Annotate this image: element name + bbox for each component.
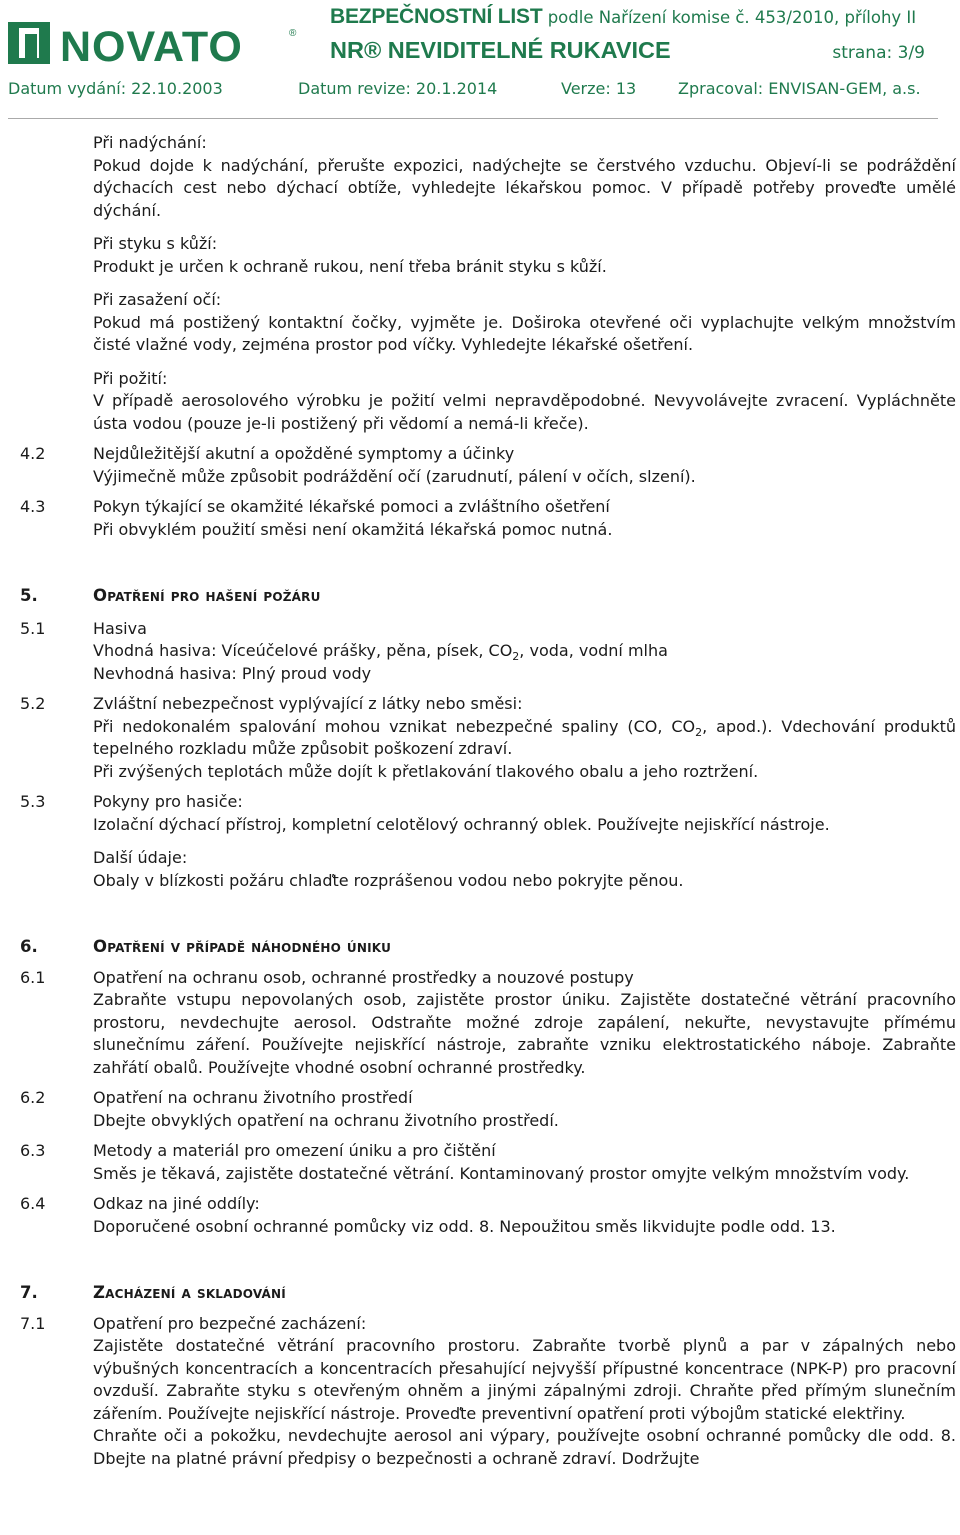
pressure-hazard: Při zvýšených teplotách může dojít k přetlakování tlakového obalu a jeho roztržení. [93, 761, 759, 781]
product-name: NR® NEVIDITELNÉ RUKAVICE [330, 37, 671, 63]
unsuitable-extinguishers: Nevhodná hasiva: Plný proud vody [93, 663, 372, 683]
hazard-text: Při nedokonalém spalování mohou vznikat nebezpečné spaliny (CO, CO [93, 716, 696, 736]
subsection-text: Při obvyklém použití směsi není okamžitá lékařská pomoc nutná. [93, 519, 613, 539]
subsection-heading: Hasiva [93, 618, 147, 638]
issue-date: Datum vydání: 22.10.2003 [8, 79, 223, 98]
page-number: strana: 3/9 [832, 43, 925, 63]
subscript: 2 [695, 725, 703, 739]
section-6-heading [0, 936, 960, 959]
suitable-text-end: , voda, vodní mlha [519, 641, 668, 660]
section-number: 7. [20, 1283, 38, 1302]
subsection-number: 5.2 [20, 694, 46, 713]
subsection-number: 4.3 [20, 497, 46, 516]
subsection-4-2 [0, 443, 960, 488]
section-7-heading [0, 1282, 960, 1305]
subsection-text: Výjimečně může způsobit podráždění očí (zarudnutí, pálení v očích, slzení). [93, 466, 696, 486]
subscript: 2 [512, 650, 520, 664]
subsection-heading: Opatření na ochranu životního prostředí [93, 1088, 413, 1107]
suitable-extinguishers [93, 640, 956, 663]
subsection-heading: Zvláštní nebezpečnost vyplývající z látky nebo směsi: [93, 694, 523, 713]
subsection-heading: Metody a materiál pro omezení úniku a pro čištění [93, 1141, 496, 1160]
skin-text: Produkt je určen k ochraně rukou, není třeba bránit styku s kůží. [93, 256, 607, 276]
subsection-heading: Nejdůležitější akutní a opožděné symptomy a účinky [93, 444, 515, 463]
additional-info-label: Další údaje: [93, 848, 188, 867]
subsection-4-3 [0, 496, 960, 541]
version: Verze: 13 [561, 79, 637, 98]
novato-logo [8, 16, 298, 70]
subsection-5-1 [0, 618, 960, 686]
first-aid-inhalation [0, 132, 960, 222]
additional-info [0, 847, 960, 892]
subsection-5-2 [0, 693, 960, 783]
inhalation-label: Při nadýchání: [93, 133, 207, 152]
subsection-6-1 [0, 967, 960, 1080]
first-aid-ingestion [0, 368, 960, 436]
subsection-7-1 [0, 1313, 960, 1471]
section-title: Opatření pro hašení požáru [93, 586, 321, 605]
section-title: Zacházení a skladování [93, 1283, 286, 1302]
section-title: Opatření v případě náhodného úniku [93, 937, 392, 956]
eyes-text: Pokud má postižený kontaktní čočky, vyjměte je. Doširoka otevřené oči vyplachujte velkým množstvím čisté vlažné vody, zejména prostor pod víčky. Vyhledejte lékařské ošetření. [93, 312, 956, 354]
hazard-text-end: , apod.). Vdechování produktů tepelného rozkladu může způsobit poškození zdraví. [93, 716, 957, 758]
subsection-text: Izolační dýchací přístroj, kompletní celotělový ochranný oblek. Používejte nejiskřící nástroje. [93, 814, 830, 834]
subsection-6-2 [0, 1087, 960, 1132]
subsection-number: 4.2 [20, 444, 46, 463]
subsection-text: Doporučené osobní ochranné pomůcky viz odd. 8. Nepoužitou směs likvidujte podle odd. 13. [93, 1216, 836, 1236]
eyes-label: Při zasažení očí: [93, 290, 222, 309]
subsection-number: 6.2 [20, 1088, 46, 1107]
subsection-number: 6.3 [20, 1141, 46, 1160]
subsection-heading: Pokyn týkající se okamžité lékařské pomoci a zvláštního ošetření [93, 497, 610, 516]
additional-info-text: Obaly v blízkosti požáru chlaďte rozprášenou vodou nebo pokryjte pěnou. [93, 870, 684, 890]
revision-date: Datum revize: 20.1.2014 [298, 79, 498, 98]
logo-wordmark: NOVATO [60, 23, 243, 70]
subsection-number: 6.4 [20, 1194, 46, 1213]
subsection-6-3 [0, 1140, 960, 1185]
first-aid-skin [0, 233, 960, 278]
subsection-text: Směs je těkavá, zajistěte dostatečné větrání. Kontaminovaný prostor omyjte velkým množstvím vody. [93, 1163, 910, 1183]
subsection-number: 5.3 [20, 792, 46, 811]
title-main: BEZPEČNOSTNÍ LIST [330, 5, 543, 28]
subsection-text-continued: Chraňte oči a pokožku, nevdechujte aerosol ani výpary, používejte osobní ochranné pomůcky dle odd. 8. Dbejte na platné právní předpisy o bezpečnosti a ochraně zdraví. Dodržujte [93, 1426, 956, 1468]
prepared-by: Zpracoval: ENVISAN-GEM, a.s. [678, 79, 921, 98]
subsection-number: 5.1 [20, 618, 46, 638]
skin-label: Při styku s kůží: [93, 234, 218, 253]
subsection-number: 7.1 [20, 1313, 46, 1333]
subsection-number: 6.1 [20, 967, 46, 987]
document-title [330, 5, 916, 29]
subsection-6-4 [0, 1193, 960, 1238]
title-regulation: podle Nařízení komise č. 453/2010, přílohy II [542, 8, 917, 27]
header-divider [8, 118, 938, 119]
subsection-text: Zabraňte vstupu nepovolaných osob, zajistěte prostor úniku. Zajistěte dostatečné větrání pracovního prostoru, nevdechujte aerosol. Odstraňte možné zdroje zapálení, nekuřte, nevystavujte přímému slunečnímu záření. Používejte nejiskřící nástroje, zabraňte vzniku elektrostatického náboje. Zabraňte zahřátí obalů. Používejte vhodné osobní ochranné prostředky. [93, 990, 956, 1077]
subsection-5-3 [0, 791, 960, 836]
first-aid-eyes [0, 289, 960, 357]
subsection-heading: Odkaz na jiné oddíly: [93, 1194, 260, 1213]
ingestion-text: V případě aerosolového výrobku je požití velmi nepravděpodobné. Nevyvolávejte zvracení. Vypláchněte ústa vodou (pouze je-li postižený při vědomí a nemá-li křeče). [93, 391, 956, 433]
suitable-text: Vhodná hasiva: Víceúčelové prášky, pěna, písek, CO [93, 641, 513, 660]
subsection-text: Dbejte obvyklých opatření na ochranu životního prostředí. [93, 1110, 559, 1130]
section-5-heading [0, 585, 960, 608]
subsection-heading: Opatření pro bezpečné zacházení: [93, 1313, 367, 1333]
document-body [0, 132, 960, 1470]
inhalation-text: Pokud dojde k nadýchání, přerušte expozici, nadýchejte se čerstvého vzduchu. Objeví-li se podráždění dýchacích cest nebo dýchací obtíže, vyhledejte lékařskou pomoc. V případě potřeby proveďte umělé dýchání. [93, 155, 956, 220]
logo-square-mark [25, 34, 37, 58]
registered-mark-icon: ® [289, 28, 297, 39]
subsection-text: Zajistěte dostatečné větrání pracovního prostoru. Zabraňte tvorbě plynů a par v zápalných nebo výbušných koncentracích a koncentracích přesahující nejvyšší přípustné koncentrace (NPK-P) pro pracovní ovzduší. Zabraňte styku s otevřeným ohněm a jinými zápalnými zdroji. Chraňte před přímým slunečním zářením. Používejte nejiskřící nástroje. Proveďte preventivní opatření proti výbojům statické elektřiny. [93, 1336, 956, 1423]
ingestion-label: Při požití: [93, 368, 168, 388]
section-number: 6. [20, 937, 38, 956]
subsection-heading: Opatření na ochranu osob, ochranné prostředky a nouzové postupy [93, 967, 634, 987]
section-number: 5. [20, 586, 38, 605]
combustion-hazard [93, 716, 956, 761]
subsection-heading: Pokyny pro hasiče: [93, 792, 243, 811]
